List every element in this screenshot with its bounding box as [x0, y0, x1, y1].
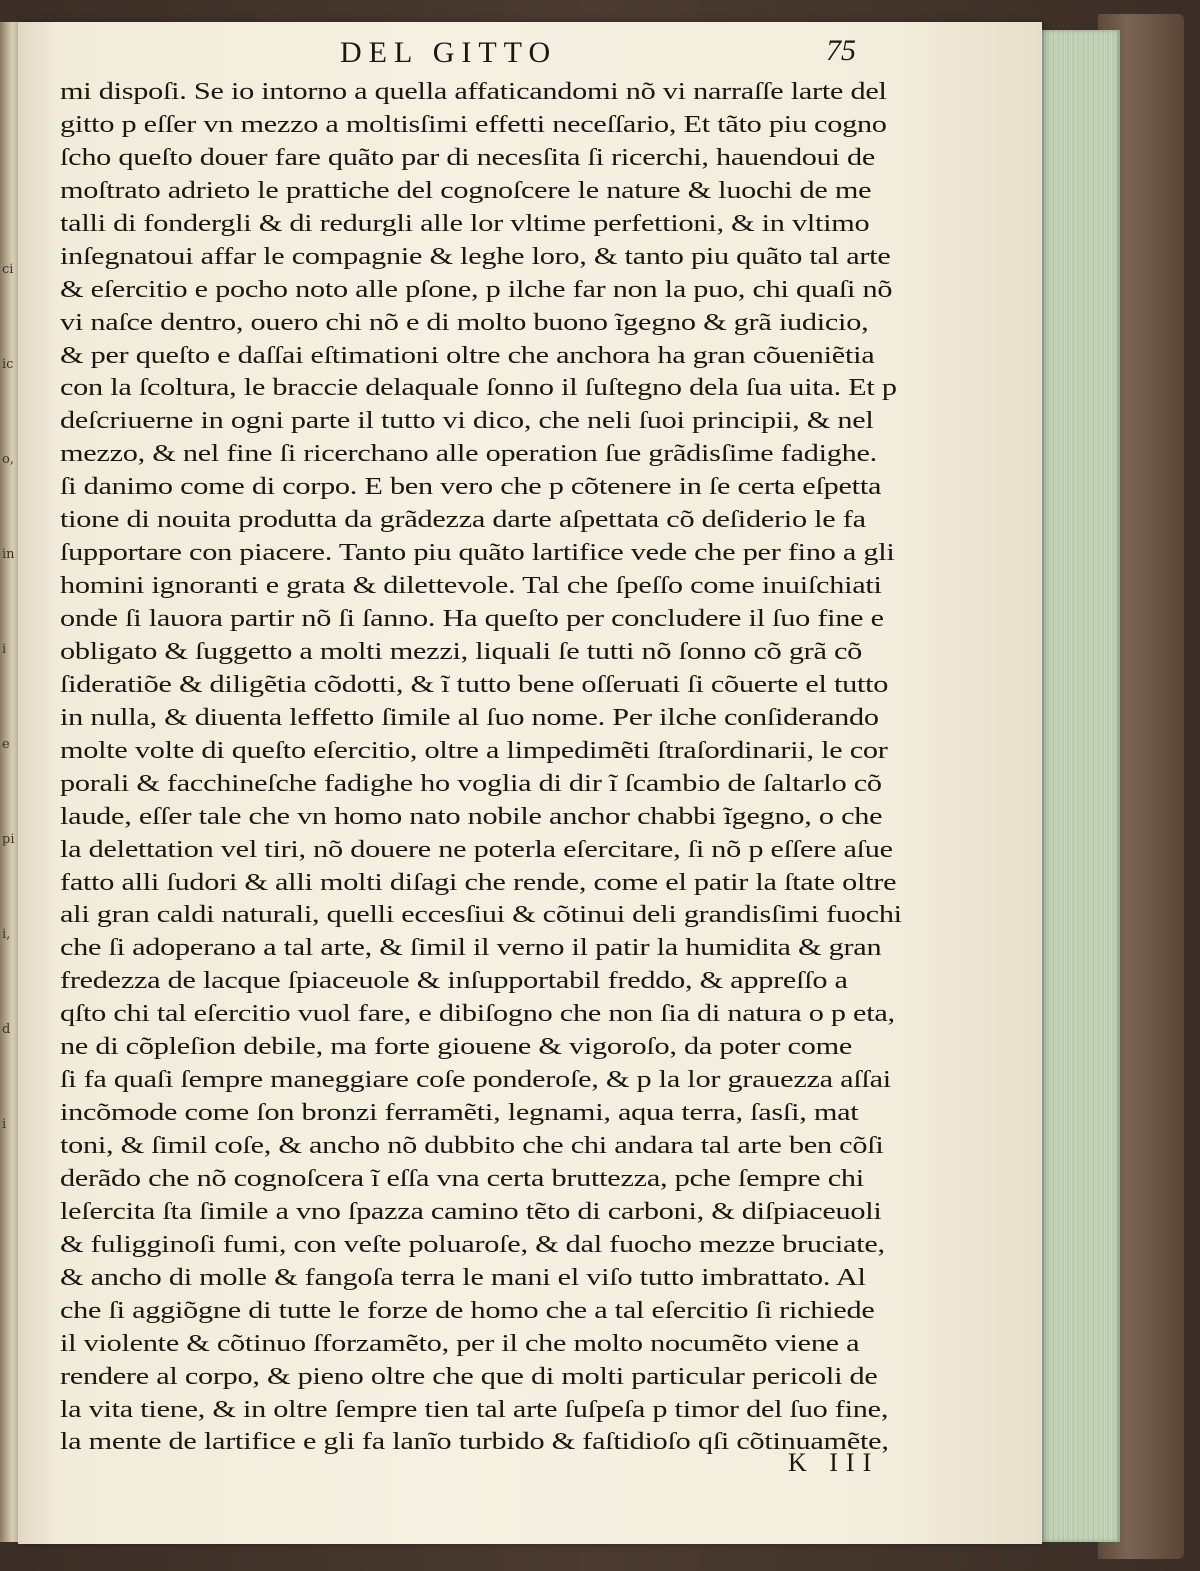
running-head [18, 36, 1042, 76]
margin-fragment: ci [2, 262, 14, 277]
folio-number: 75 [826, 34, 856, 67]
margin-fragment: d [2, 1022, 11, 1037]
text-line: ſupportare con piacere. Tanto piu quãto lartifice vede che per fino a gli [60, 539, 895, 567]
text-line: & per queſto e daſſai eſtimationi oltre che anchora ha gran cõueniẽtia [60, 341, 875, 369]
text-line: tione di nouita produtta da grãdezza darte aſpettata cõ deſiderio le fa [60, 506, 866, 534]
text-line: moſtrato adrieto le prattiche del cognoſcere le nature & luochi de me [60, 176, 872, 204]
text-line: ſi fa quaſi ſempre maneggiare coſe ponderoſe, & p la lor grauezza aſſai [60, 1066, 891, 1094]
margin-fragment: in [2, 547, 15, 562]
margin-fragment: e [2, 737, 10, 752]
text-line: deſcriuerne in ogni parte il tutto vi dico, che neli ſuoi principii, & nel [60, 407, 874, 435]
text-line: mi dispoſi. Se io intorno a quella affaticandomi nõ vi narraſſe larte del [60, 78, 887, 105]
text-line: leſercita ſta ſimile a vno ſpazza camino tẽto di carboni, & diſpiaceuoli [60, 1197, 882, 1225]
text-line: la delettation vel tiri, nõ douere ne poterla eſercitare, ſi nõ p eſſere aſue [60, 835, 893, 863]
running-title: DEL GITTO [340, 36, 558, 69]
text-line: ſideratiõe & diligẽtia cõdotti, & ĩ tutto bene oſſeruati ſi cõuerte el tutto [60, 670, 889, 698]
book-page [18, 22, 1042, 1544]
text-line: con la ſcoltura, le braccie delaquale ſonno il ſuſtegno dela ſua uita. Et p [60, 374, 897, 402]
margin-fragment: i, [2, 927, 11, 942]
text-line: molte volte di queſto eſercitio, oltre a limpedimẽti ſtraſordinarii, le cor [60, 736, 888, 764]
facing-page-margin [0, 22, 20, 1542]
text-line: la vita tiene, & in oltre ſempre tien tal arte ſuſpeſa p timor del ſuo fine, [60, 1395, 889, 1423]
margin-fragment: pi [2, 832, 15, 847]
text-line: onde ſi lauora partir nõ ſi ſanno. Ha queſto per concludere il ſuo fine e [60, 605, 884, 632]
text-line: in nulla, & diuenta leffetto ſimile al ſuo nome. Per ilche conſiderando [60, 703, 879, 731]
text-line: laude, eſſer tale che vn homo nato nobile anchor chabbi ĩgegno, o che [60, 802, 883, 830]
text-line: & fuligginoſi fumi, con veſte poluaroſe, & dal fuocho mezze bruciate, [60, 1230, 885, 1258]
text-line: ſcho queſto douer fare quãto par di necesſita ſi ricerchi, hauendoui de [60, 143, 876, 171]
margin-fragment: o, [2, 452, 14, 467]
text-line: derãdo che nõ cognoſcera ĩ eſſa vna certa bruttezza, pche ſempre chi [60, 1164, 864, 1192]
text-line: gitto p eſſer vn mezzo a moltisſimi effetti neceſſario, Et tãto piu cogno [60, 110, 887, 138]
text-line: & ancho di molle & fangoſa terra le mani el viſo tutto imbrattato. Al [60, 1263, 866, 1291]
body-text [60, 76, 942, 1459]
text-line: ne di cõpleſion debile, ma forte giouene & vigoroſo, da poter come [60, 1033, 853, 1061]
text-line: il violente & cõtinuo ſforzamẽto, per il che molto nocumẽto viene a [60, 1329, 860, 1357]
text-line: homini ignoranti e grata & dilettevole. Tal che ſpeſſo come inuiſchiati [60, 572, 882, 600]
text-line: talli di fondergli & di redurgli alle lor vltime perfettioni, & in vltimo [60, 209, 870, 237]
text-line: fredezza de lacque ſpiaceuole & inſupportabil freddo, & appreſſo a [60, 967, 848, 995]
text-line: incõmode come ſon bronzi ferramẽti, legnami, aqua terra, ſasſi, mat [60, 1099, 859, 1127]
signature-mark: K III [788, 1448, 880, 1477]
text-line: toni, & ſimil coſe, & ancho nõ dubbito che chi andara tal arte ben cõſi [60, 1132, 884, 1159]
text-line: che ſi adoperano a tal arte, & ſimil il verno il patir la humidita & gran [60, 934, 882, 962]
text-line: qſto chi tal eſercitio vuol fare, e dibiſogno che non ſia di natura o p eta, [60, 1000, 895, 1028]
margin-fragment: i [2, 642, 7, 657]
text-line: ſi danimo come di corpo. E ben vero che p cõtenere in ſe certa eſpetta [60, 473, 882, 501]
text-line: rendere al corpo, & pieno oltre che que di molti particular pericoli de [60, 1362, 878, 1390]
margin-fragment: i [2, 1117, 7, 1132]
text-line: obligato & ſuggetto a molti mezzi, liquali ſe tutti nõ ſonno cõ grã cõ [60, 637, 863, 665]
text-line: mezzo, & nel fine ſi ricerchano alle operation ſue grãdisſime fadighe. [60, 440, 877, 468]
text-line: fatto alli ſudori & alli molti diſagi che rende, come el patir la ſtate oltre [60, 868, 897, 896]
margin-fragment: ic [2, 357, 14, 372]
text-line: ali gran caldi naturali, quelli eccesſiui & cõtinui deli grandisſimi fuochi [60, 901, 902, 929]
text-line: vi naſce dentro, ouero chi nõ e di molto buono ĩgegno & grã iudicio, [60, 308, 869, 336]
text-line: che ſi aggiõgne di tutte le forze de homo che a tal eſercitio ſi richiede [60, 1296, 875, 1324]
text-line: la mente de lartifice e gli fa lanĩo turbido & faſtidioſo qſi cõtinuamẽte, [60, 1428, 889, 1456]
text-line: porali & facchineſche fadighe ho voglia di dir ĩ ſcambio de ſaltarlo cõ [60, 769, 882, 797]
text-line: & eſercitio e pocho noto alle pſone, p ilche far non la puo, chi quaſi nõ [60, 275, 893, 303]
text-line: inſegnatoui affar le compagnie & leghe loro, & tanto piu quãto tal arte [60, 242, 891, 270]
